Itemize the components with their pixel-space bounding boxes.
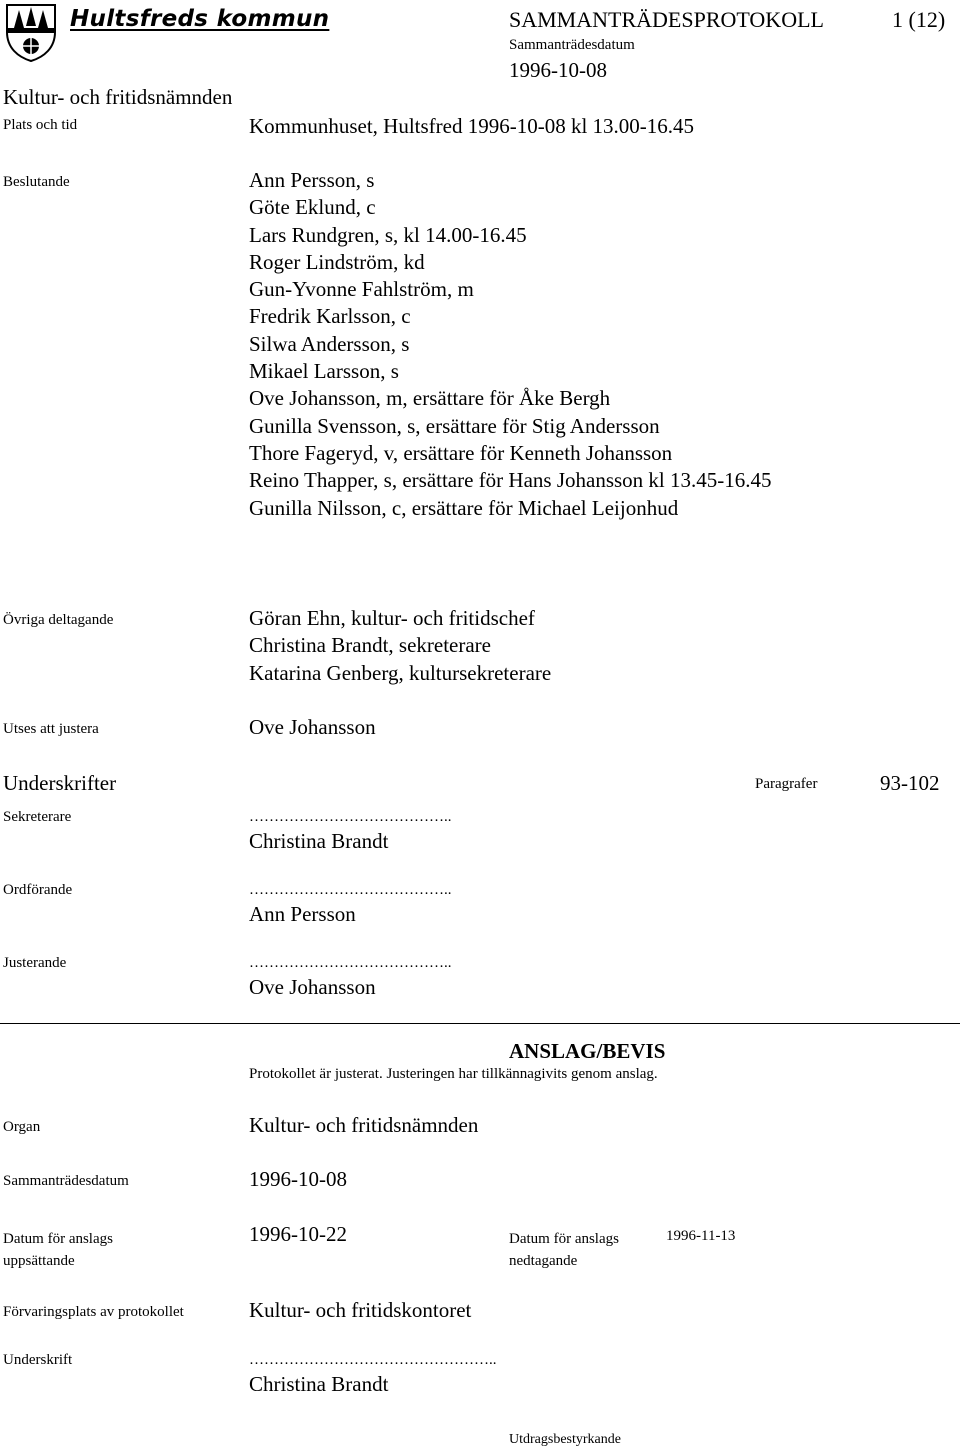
storage-label: Förvaringsplats av protokollet <box>3 1304 184 1320</box>
list-item: Lars Rundgren, s, kl 14.00-16.45 <box>249 222 527 247</box>
list-item: Christina Brandt, sekreterare <box>249 633 491 658</box>
adjuster-name: Ove Johansson <box>249 715 376 739</box>
list-item: Katarina Genberg, kultursekreterare <box>249 660 552 685</box>
removal-date-label <box>509 1228 619 1272</box>
list-item: Gunilla Nilsson, c, ersättare för Michael Leijonhud <box>249 495 679 520</box>
municipal-logo <box>4 2 58 62</box>
list-item: Roger Lindström, kd <box>249 249 425 274</box>
extract-certified-label: Utdragsbestyrkande <box>509 1432 621 1447</box>
posting-date-label <box>3 1228 113 1272</box>
list-item: Silwa Andersson, s <box>249 331 410 356</box>
committee-name: Kultur- och fritidsnämnden <box>3 85 233 109</box>
decision-makers-list <box>249 167 772 522</box>
signature-line: ………………………………………….. <box>249 1352 497 1368</box>
notice-meeting-date-label: Sammanträdesdatum <box>3 1173 129 1189</box>
signature-role: Sekreterare <box>3 809 72 825</box>
removal-date-label-line-1: Datum för anslags <box>509 1231 619 1247</box>
list-item: Gunilla Svensson, s, ersättare för Stig Andersson <box>249 413 660 438</box>
meeting-date-label: Sammanträdesdatum <box>509 37 635 53</box>
paragraphs-label: Paragrafer <box>755 776 818 792</box>
signature-name: Christina Brandt <box>249 1372 389 1396</box>
signature-name: Christina Brandt <box>249 829 389 853</box>
notice-meeting-date: 1996-10-08 <box>249 1167 347 1191</box>
list-item: Thore Fageryd, v, ersättare för Kenneth Johansson <box>249 440 673 465</box>
other-participants-label: Övriga deltagande <box>3 612 114 628</box>
section-divider <box>0 1023 960 1024</box>
meeting-date: 1996-10-08 <box>509 58 607 82</box>
list-item: Ove Johansson, m, ersättare för Åke Bergh <box>249 386 611 411</box>
list-item: Göte Eklund, c <box>249 195 376 220</box>
municipal-coat-of-arms-icon <box>4 2 58 62</box>
signature-line: ………………………………….. <box>249 882 452 898</box>
signature-role: Justerande <box>3 955 67 971</box>
other-participants-list <box>249 605 551 687</box>
document-type: SAMMANTRÄDESPROTOKOLL <box>509 7 824 32</box>
posting-date: 1996-10-22 <box>249 1222 347 1246</box>
paragraphs-value: 93-102 <box>880 771 940 795</box>
posting-date-label-line-1: Datum för anslags <box>3 1231 113 1247</box>
removal-date: 1996-11-13 <box>666 1228 736 1244</box>
signature-role: Ordförande <box>3 882 73 898</box>
storage-value: Kultur- och fritidskontoret <box>249 1298 472 1322</box>
decision-makers-label: Beslutande <box>3 174 70 190</box>
posting-date-label-line-2: uppsättande <box>3 1253 75 1269</box>
list-item: Ann Persson, s <box>249 168 375 192</box>
signature-name: Ove Johansson <box>249 975 376 999</box>
adjuster-label: Utses att justera <box>3 721 99 737</box>
list-item: Göran Ehn, kultur- och fritidschef <box>249 606 535 630</box>
notice-text: Protokollet är justerat. Justeringen har tillkännagivits genom anslag. <box>249 1066 658 1082</box>
list-item: Mikael Larsson, s <box>249 359 399 384</box>
list-item: Reino Thapper, s, ersättare för Hans Johansson kl 13.45-16.45 <box>249 468 772 493</box>
signature-line: ………………………………….. <box>249 955 452 971</box>
signatures-heading: Underskrifter <box>3 771 117 795</box>
signature-name: Ann Persson <box>249 902 356 926</box>
list-item: Gun-Yvonne Fahlström, m <box>249 277 474 302</box>
signature-label: Underskrift <box>3 1352 73 1368</box>
page-number: 1 (12) <box>892 7 946 32</box>
organ-label: Organ <box>3 1119 41 1135</box>
place-time-label: Plats och tid <box>3 117 78 133</box>
place-time-value: Kommunhuset, Hultsfred 1996-10-08 kl 13.00-16.45 <box>249 114 695 138</box>
municipality-name: Hultsfreds kommun <box>70 6 330 32</box>
notice-title: ANSLAG/BEVIS <box>509 1039 666 1063</box>
signature-line: ………………………………….. <box>249 809 452 825</box>
list-item: Fredrik Karlsson, c <box>249 304 411 329</box>
organ-value: Kultur- och fritidsnämnden <box>249 1113 479 1137</box>
removal-date-label-line-2: nedtagande <box>509 1253 578 1269</box>
